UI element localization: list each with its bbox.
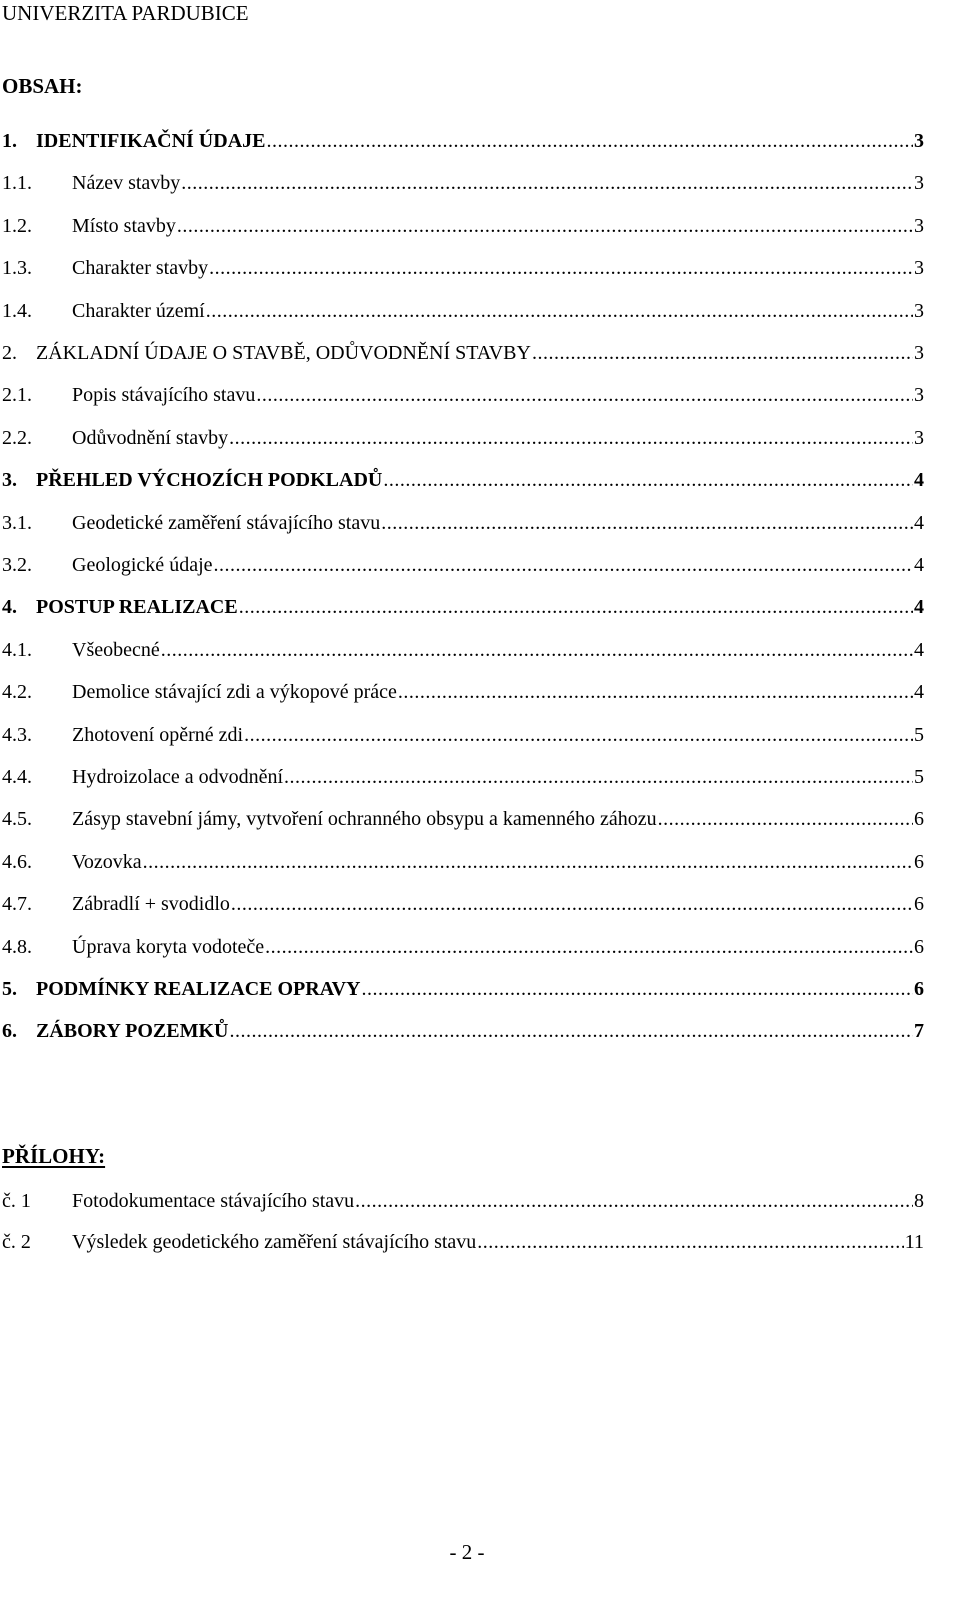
toc-entry-number: 6. [2, 1020, 17, 1042]
toc-entry[interactable] [2, 508, 924, 538]
toc-entry[interactable] [2, 932, 924, 962]
appendix-entry-page: 11 [904, 1231, 924, 1253]
toc-dot-leader [214, 550, 914, 580]
toc-dot-leader [181, 168, 913, 198]
toc-entry-number: 4.5. [2, 808, 32, 830]
toc-entry-number: 1.4. [2, 300, 32, 322]
toc-entry-number: 1.3. [2, 257, 32, 279]
toc-dot-leader [229, 1016, 913, 1046]
appendix-dot-leader [477, 1227, 903, 1257]
toc-dot-leader [229, 423, 913, 453]
toc-entry-number: 4.3. [2, 724, 32, 746]
toc-entry-number: 4. [2, 596, 17, 618]
toc-dot-leader [381, 508, 913, 538]
document-header: UNIVERZITA PARDUBICE [2, 1, 249, 25]
appendix-dot-leader [355, 1186, 913, 1216]
toc-entry-number: 1.1. [2, 172, 32, 194]
toc-entry-title: PŘEHLED VÝCHOZÍCH PODKLADŮ [36, 469, 383, 491]
appendix-entry[interactable] [2, 1186, 924, 1216]
toc-entry-page: 3 [914, 342, 924, 364]
toc-entry[interactable] [2, 338, 924, 368]
toc-entry-page: 6 [914, 936, 924, 958]
contents-heading: OBSAH: [2, 74, 83, 98]
toc-dot-leader [266, 126, 913, 156]
toc-entry[interactable] [2, 423, 924, 453]
toc-dot-leader [231, 889, 913, 919]
toc-entry-number: 4.1. [2, 639, 32, 661]
toc-entry-number: 1.2. [2, 215, 32, 237]
toc-entry[interactable] [2, 380, 924, 410]
toc-entry-title: ZÁBORY POZEMKŮ [36, 1020, 229, 1042]
toc-entry-page: 4 [914, 554, 924, 576]
toc-entry-number: 4.6. [2, 851, 32, 873]
toc-entry[interactable] [2, 847, 924, 877]
appendix-entry-number: č. 2 [2, 1231, 31, 1253]
toc-dot-leader [239, 592, 913, 622]
toc-entry-title: Charakter stavby [72, 257, 209, 279]
toc-entry-page: 4 [914, 681, 924, 703]
toc-entry-title: IDENTIFIKAČNÍ ÚDAJE [36, 130, 266, 152]
toc-dot-leader [177, 211, 913, 241]
toc-entry-page: 4 [914, 469, 924, 491]
toc-entry-number: 3.2. [2, 554, 32, 576]
toc-dot-leader [161, 635, 913, 665]
toc-entry[interactable] [2, 296, 924, 326]
toc-entry-number: 2.2. [2, 427, 32, 449]
toc-entry-title: Všeobecné [72, 639, 160, 661]
toc-entry-page: 3 [914, 384, 924, 406]
toc-entry-page: 5 [914, 766, 924, 788]
page-number-text: - 2 - [449, 1540, 485, 1564]
toc-entry-number: 4.2. [2, 681, 32, 703]
toc-dot-leader [532, 338, 913, 368]
toc-entry-number: 4.8. [2, 936, 32, 958]
toc-entry-page: 7 [914, 1020, 924, 1042]
toc-entry-title: Vozovka [72, 851, 142, 873]
toc-entry-page: 3 [914, 300, 924, 322]
toc-entry[interactable] [2, 168, 924, 198]
toc-entry[interactable] [2, 762, 924, 792]
toc-entry-title: Hydroizolace a odvodnění [72, 766, 284, 788]
toc-entry-number: 2. [2, 342, 17, 364]
appendix-entry-number: č. 1 [2, 1190, 31, 1212]
toc-entry[interactable] [2, 677, 924, 707]
toc-entry-page: 6 [914, 893, 924, 915]
toc-entry-page: 6 [914, 851, 924, 873]
toc-entry-title: Charakter území [72, 300, 205, 322]
toc-entry[interactable] [2, 550, 924, 580]
toc-entry-title: Zábradlí + svodidlo [72, 893, 230, 915]
toc-entry-title: Název stavby [72, 172, 181, 194]
toc-entry-number: 3.1. [2, 512, 32, 534]
toc-dot-leader [361, 974, 913, 1004]
toc-dot-leader [143, 847, 913, 877]
toc-entry-title: POSTUP REALIZACE [36, 596, 238, 618]
toc-entry-title: Zhotovení opěrné zdi [72, 724, 244, 746]
toc-entry-title: Úprava koryta vodoteče [72, 936, 265, 958]
toc-dot-leader [284, 762, 913, 792]
toc-entry-title: Popis stávajícího stavu [72, 384, 256, 406]
toc-entry-title: Geologické údaje [72, 554, 213, 576]
toc-entry-page: 6 [914, 978, 924, 1000]
toc-entry-page: 3 [914, 130, 924, 152]
toc-entry-number: 2.1. [2, 384, 32, 406]
toc-dot-leader [209, 253, 913, 283]
toc-dot-leader [244, 720, 913, 750]
appendix-heading: PŘÍLOHY: [2, 1144, 106, 1168]
toc-entry-page: 6 [914, 808, 924, 830]
page-number [0, 1540, 930, 1565]
appendix-entry-title: Fotodokumentace stávajícího stavu [72, 1190, 355, 1212]
toc-entry[interactable] [2, 253, 924, 283]
toc-entry[interactable] [2, 592, 924, 622]
toc-entry-page: 4 [914, 639, 924, 661]
toc-entry-title: Zásyp stavební jámy, vytvoření ochranného obsypu a kamenného záhozu [72, 808, 657, 830]
toc-entry-title: PODMÍNKY REALIZACE OPRAVY [36, 978, 361, 1000]
toc-dot-leader [265, 932, 913, 962]
toc-entry[interactable] [2, 804, 924, 834]
toc-entry-number: 5. [2, 978, 17, 1000]
toc-dot-leader [206, 296, 913, 326]
toc-entry-page: 3 [914, 257, 924, 279]
toc-entry-page: 3 [914, 427, 924, 449]
toc-entry-number: 3. [2, 469, 17, 491]
toc-entry-page: 3 [914, 215, 924, 237]
toc-dot-leader [383, 465, 913, 495]
toc-dot-leader [398, 677, 913, 707]
toc-entry[interactable] [2, 720, 924, 750]
toc-entry-title: Odůvodnění stavby [72, 427, 229, 449]
toc-entry-page: 4 [914, 512, 924, 534]
toc-dot-leader [256, 380, 913, 410]
toc-entry[interactable] [2, 126, 924, 156]
appendix-entry-page: 8 [914, 1190, 924, 1212]
toc-entry[interactable] [2, 465, 924, 495]
toc-entry-title: Geodetické zaměření stávajícího stavu [72, 512, 381, 534]
toc-entry[interactable] [2, 635, 924, 665]
toc-entry-number: 1. [2, 130, 17, 152]
toc-entry-page: 5 [914, 724, 924, 746]
toc-entry-title: Místo stavby [72, 215, 176, 237]
toc-entry-title: Demolice stávající zdi a výkopové práce [72, 681, 397, 703]
toc-entry[interactable] [2, 974, 924, 1004]
toc-entry-number: 4.4. [2, 766, 32, 788]
toc-entry[interactable] [2, 1016, 924, 1046]
appendix-entry[interactable] [2, 1227, 924, 1257]
toc-entry-number: 4.7. [2, 893, 32, 915]
appendix-entry-title: Výsledek geodetického zaměření stávajícího stavu [72, 1231, 477, 1253]
toc-entry-page: 3 [914, 172, 924, 194]
toc-entry-page: 4 [914, 596, 924, 618]
toc-entry[interactable] [2, 211, 924, 241]
toc-dot-leader [658, 804, 913, 834]
toc-entry[interactable] [2, 889, 924, 919]
toc-entry-title: ZÁKLADNÍ ÚDAJE O STAVBĚ, ODŮVODNĚNÍ STAVBY [36, 342, 531, 364]
